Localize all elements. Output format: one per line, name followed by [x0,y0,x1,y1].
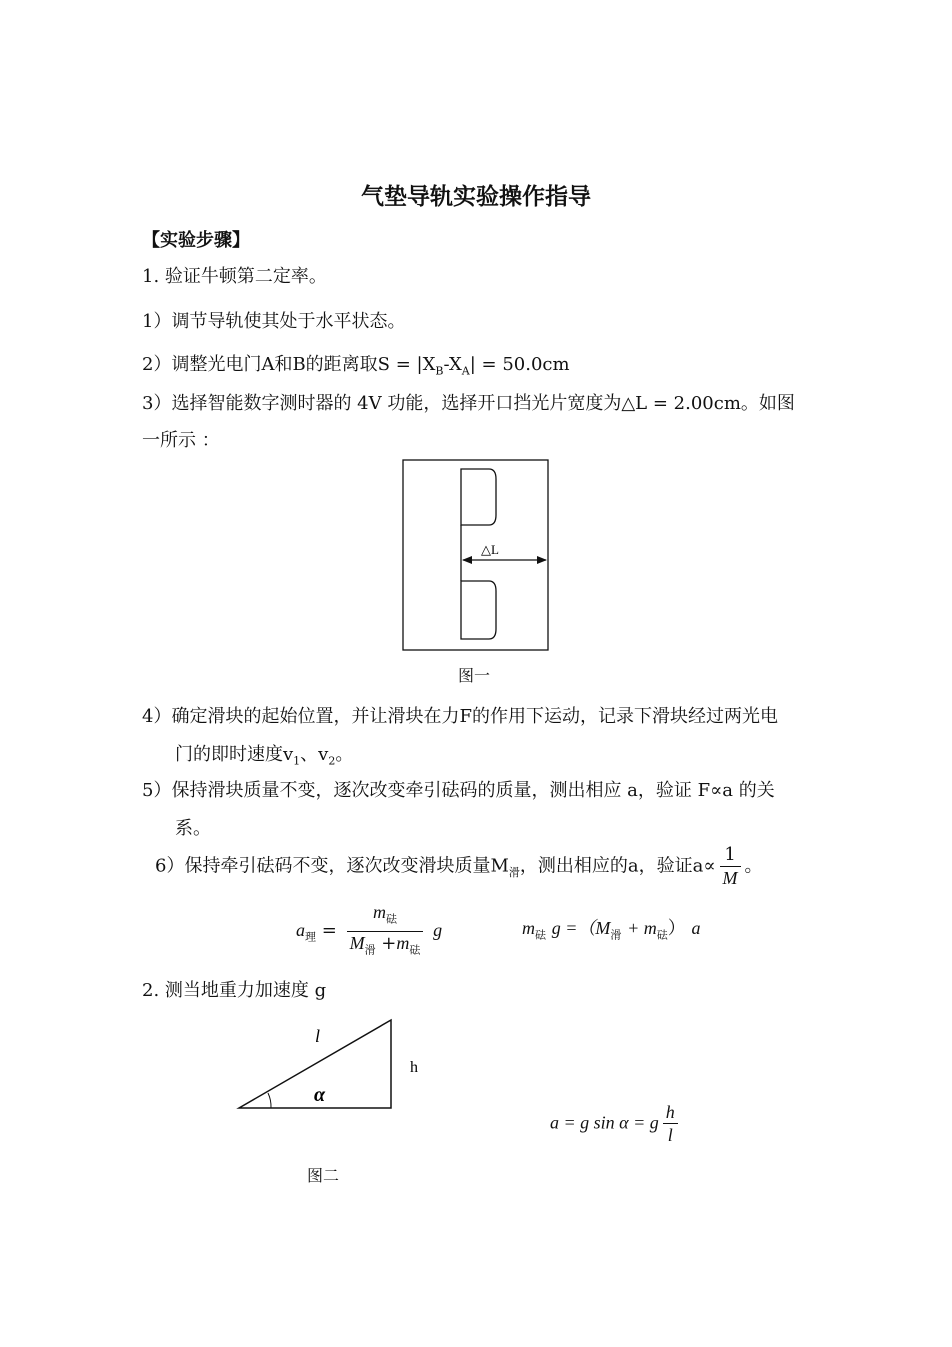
formula-1-num-m: m [372,902,386,922]
step-6-prefix: 6）保持牵引砝码不变，逐次改变滑块质量M [155,855,509,877]
step-3-line-1: 3）选择智能数字测时器的 4V 功能，选择开口挡光片宽度为△L = 2.00cm。如图 [142,393,795,414]
step-4-line-1: 4）确定滑块的起始位置，并让滑块在力F的作用下运动，记录下滑块经过两光电 [142,706,778,727]
step-5-line-2: 系。 [175,818,211,839]
formula-1-den [347,932,424,962]
step-4-sub-1: 1 [293,754,301,768]
figure-1-diagram [400,457,552,653]
formula-1-den-a-sub: 滑 [364,943,376,957]
formula-force [522,914,701,943]
step-4-suffix: 。 [335,744,354,765]
step-4-prefix: 门的即时速度v [175,744,294,765]
step-2 [142,350,570,378]
item-1: 1. 验证牛顿第二定率。 [142,266,327,287]
step-3-line-2: 一所示 ： [142,430,220,451]
formula-1-den-plus: + [381,932,397,954]
step-6-mid: ，测出相应的a，验证a∝ [519,855,716,877]
step-6-sub: 滑 [508,866,520,880]
step-2-sub-b: B [435,364,444,378]
figure-2-caption: 图二 [307,1166,340,1185]
formula-1-fraction [347,901,424,961]
step-2-sub-a: A [461,364,470,378]
formula-1-tail: g [433,920,443,941]
formula-2-m-sub: 砝 [535,928,546,942]
step-6-frac-den: M [722,868,738,888]
formula-1-lhs-sub: 理 [305,930,316,944]
formula-1-den-b-sub: 砝 [409,943,421,957]
formula-1-num [347,901,424,932]
step-2-dash: -X [443,354,462,375]
step-4-mid: 、v [300,744,329,765]
figure-2-triangle [232,1012,432,1116]
page-title: 气垫导轨实验操作指导 [361,183,591,210]
step-4-sub-2: 2 [328,754,336,768]
formula-2-a: a [691,918,701,938]
formula-1-lhs: a [296,920,305,941]
formula-2-m2-sub: 砝 [656,928,668,942]
formula-theory [296,901,442,961]
step-2-prefix: 2）调整光电门A和B的距离取S = |X [142,354,436,375]
formula-1-den-a: M [349,932,365,953]
step-4-line-2 [175,740,353,768]
step-5-line-1: 5）保持滑块质量不变，逐次改变牵引砝码的质量，测出相应 a，验证 F∝a 的关 [142,780,775,801]
step-1: 1）调节导轨使其处于水平状态。 [142,311,406,332]
figure-2-l-label: l [315,1026,321,1046]
step-2-suffix: | = 50.0cm [469,354,570,375]
formula-2-M-sub: 滑 [610,928,622,942]
step-6-fraction [720,844,741,889]
section-heading: 【实验步骤】 [142,230,250,251]
formula-3-fraction [663,1101,678,1146]
formula-3-den: l [667,1125,673,1145]
formula-1-den-b: m [396,932,410,953]
figure-1-caption: 图一 [458,666,491,685]
formula-1-eq: = [321,920,337,942]
step-6-suffix: 。 [744,855,763,877]
formula-2-plus: + m [627,918,657,938]
formula-2-m: m [522,918,535,938]
figure-2-alpha-label: α [314,1084,326,1106]
formula-3-text: a = g sin α = g [550,1112,659,1133]
formula-1-num-sub: 砝 [385,912,397,926]
figure-2-h-label: h [410,1059,418,1076]
item-2: 2. 测当地重力加速度 g [142,980,327,1001]
figure-1-label: △L [481,542,499,557]
formula-2-close: ） [667,918,686,939]
formula-2-g: g =（M [551,918,611,938]
step-6 [155,844,763,889]
step-6-frac-num: 1 [720,844,741,867]
formula-gravity [550,1101,682,1146]
formula-3-num: h [663,1101,678,1124]
